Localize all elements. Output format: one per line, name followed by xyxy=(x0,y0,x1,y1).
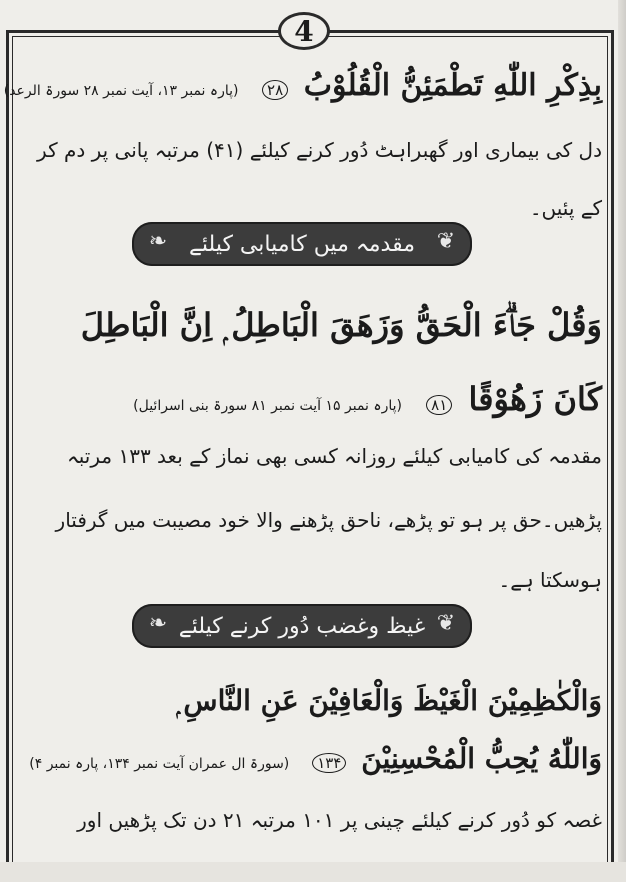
banner-1-label: مقدمہ میں کامیابی کیلئے xyxy=(189,231,415,257)
floral-ornament-icon: ❦ xyxy=(436,611,456,636)
verse-2-line-2: كَانَ زَهُوْقًا xyxy=(468,380,602,418)
verse-1-line xyxy=(3,68,602,103)
verse-1-marker: ۲۸ xyxy=(262,80,288,100)
verse-2-marker: ۸۱ xyxy=(426,395,452,415)
para-2-line-2: پڑھیں۔حق پر ہو تو پڑھے، ناحق پڑھنے والا خود مصیبت میں گرفتار xyxy=(55,508,602,532)
para-3-line-1: غصہ کو دُور کرنے کیلئے چینی پر ۱۰۱ مرتبہ ۲۱ دن تک پڑھیں اور xyxy=(77,808,602,832)
page-number: 4 xyxy=(278,12,330,50)
verse-1-text: بِذِكْرِ اللّٰهِ تَطْمَئِنُّ الْقُلُوْبُ xyxy=(303,68,602,103)
verse-3-line-2-row xyxy=(22,742,602,775)
page-bottom-edge xyxy=(0,862,626,882)
verse-2-reference: (پارہ نمبر ۱۵ آیت نمبر ۸۱ سورۃ بنی اسرائیل) xyxy=(133,398,402,414)
verse-1-reference: (پارہ نمبر ۱۳، آیت نمبر ۲۸ سورۃ الرعد) xyxy=(3,83,239,99)
verse-2-line-1: وَقُلْ جَاۗءَ الْحَقُّ وَزَهَقَ الْبَاطِلُ ۭ اِنَّ الْبَاطِلَ xyxy=(80,306,602,344)
floral-ornament-icon: ❧ xyxy=(148,229,168,254)
floral-ornament-icon: ❧ xyxy=(148,611,168,636)
verse-3-reference: (سورۃ ال عمران آیت نمبر ۱۳۴، پارہ نمبر ۴) xyxy=(29,756,290,772)
para-1-line-1: دل کی بیماری اور گھبراہٹ دُور کرنے کیلئے (۴۱) مرتبہ پانی پر دم کر xyxy=(37,138,602,162)
verse-3-marker: ۱۳۴ xyxy=(312,753,346,773)
section-banner-anger xyxy=(132,604,472,648)
page-spine-shadow xyxy=(618,0,626,882)
banner-2-label: غیظ وغضب دُور کرنے کیلئے xyxy=(178,613,426,639)
floral-ornament-icon: ❦ xyxy=(436,229,456,254)
para-2-line-1: مقدمہ کی کامیابی کیلئے روزانہ کسی بھی نماز کے بعد ۱۳۳ مرتبہ xyxy=(67,444,602,468)
verse-3-line-2: وَاللّٰهُ يُحِبُّ الْمُحْسِنِيْنَ xyxy=(361,742,602,775)
verse-3-line-1: وَالْكٰظِمِيْنَ الْغَيْظَ وَالْعَافِيْنَ عَنِ النَّاسِ ۭ xyxy=(176,684,602,717)
para-2-line-3: ہوسکتا ہے۔ xyxy=(498,568,602,592)
para-1-line-2: کے پئیں۔ xyxy=(529,196,602,220)
verse-2-line-2-row xyxy=(22,380,602,418)
section-banner-lawsuit xyxy=(132,222,472,266)
